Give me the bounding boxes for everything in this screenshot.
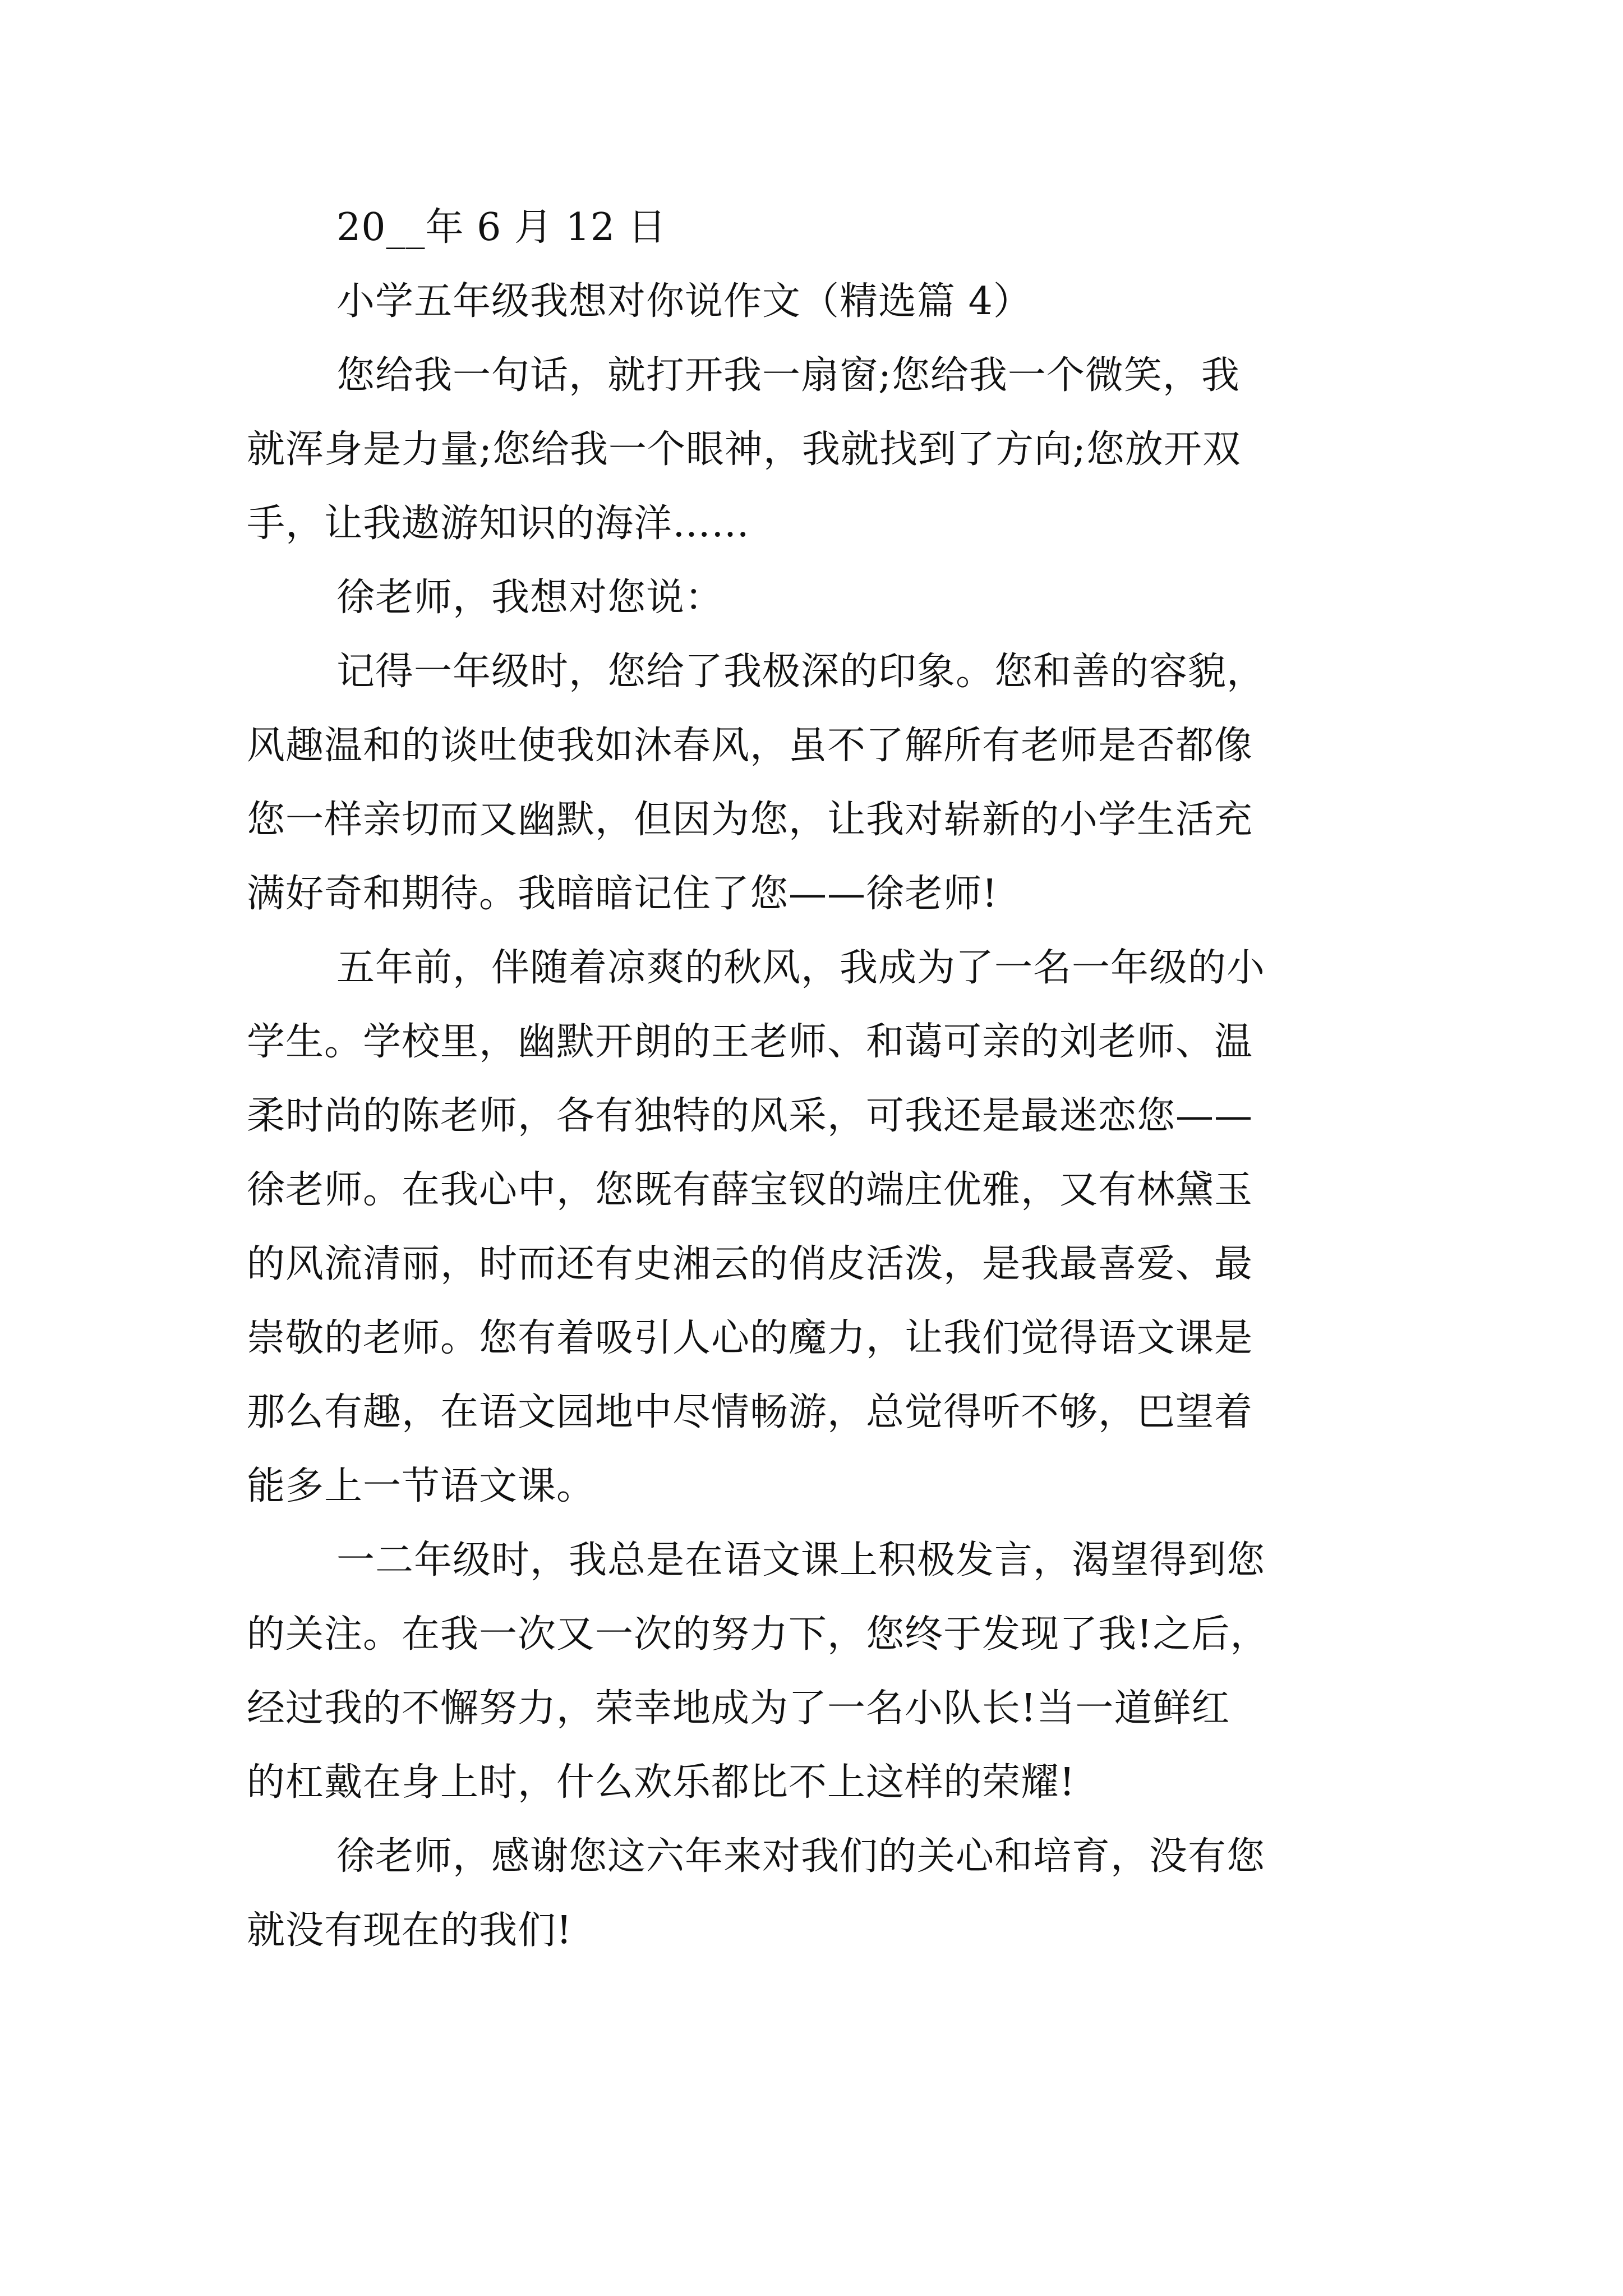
paragraph-line: 的风流清丽，时而还有史湘云的俏皮活泼，是我最喜爱、最 bbox=[247, 1242, 1253, 1286]
paragraph-line: 经过我的不懈努力，荣幸地成为了一名小队长!当一道鲜红 bbox=[247, 1686, 1230, 1731]
paragraph-line: 崇敬的老师。您有着吸引人心的魔力，让我们觉得语文课是 bbox=[247, 1316, 1253, 1360]
paragraph-line: 的杠戴在身上时，什么欢乐都比不上这样的荣耀! bbox=[247, 1760, 1076, 1805]
paragraph-line: 您给我一句话，就打开我一扇窗;您给我一个微笑，我 bbox=[336, 353, 1240, 398]
paragraph bbox=[247, 1524, 1380, 1820]
document-date: 20__年 6 月 12 日 bbox=[336, 205, 667, 250]
paragraph-line: 能多上一节语文课。 bbox=[247, 1464, 596, 1508]
paragraph-line: 一二年级时，我总是在语文课上积极发言，渴望得到您 bbox=[336, 1538, 1266, 1582]
paragraph-line: 风趣温和的谈吐使我如沐春风，虽不了解所有老师是否都像 bbox=[247, 724, 1253, 768]
paragraph-line: 柔时尚的陈老师，各有独特的风采，可我还是最迷恋您—— bbox=[247, 1094, 1253, 1138]
paragraph-line: 就浑身是力量;您给我一个眼神，我就找到了方向;您放开双 bbox=[247, 427, 1241, 472]
paragraph bbox=[247, 635, 1380, 931]
paragraph-line: 五年前，伴随着凉爽的秋风，我成为了一名一年级的小 bbox=[336, 946, 1266, 990]
paragraph-line: 的关注。在我一次又一次的努力下，您终于发现了我!之后， bbox=[247, 1612, 1269, 1657]
paragraph-line: 手，让我遨游知识的海洋…… bbox=[247, 501, 750, 546]
paragraph-line: 那么有趣，在语文园地中尽情畅游，总觉得听不够，巴望着 bbox=[247, 1390, 1253, 1434]
paragraph-line: 记得一年级时，您给了我极深的印象。您和善的容貌， bbox=[336, 650, 1266, 694]
paragraph-line: 徐老师。在我心中，您既有薛宝钗的端庄优雅，又有林黛玉 bbox=[247, 1168, 1253, 1212]
paragraph-line: 徐老师，感谢您这六年来对我们的关心和培育，没有您 bbox=[336, 1834, 1266, 1879]
paragraph bbox=[247, 339, 1380, 561]
paragraph-line: 徐老师，我想对您说： bbox=[336, 576, 724, 620]
paragraph bbox=[247, 931, 1380, 1524]
document-body bbox=[247, 191, 1380, 1968]
paragraph bbox=[247, 561, 1380, 635]
paragraph bbox=[247, 1820, 1380, 1968]
document-heading: 小学五年级我想对你说作文（精选篇 4） bbox=[336, 279, 1032, 324]
paragraph-line: 您一样亲切而又幽默，但因为您，让我对崭新的小学生活充 bbox=[247, 798, 1253, 842]
paragraph-line: 就没有现在的我们! bbox=[247, 1908, 573, 1953]
paragraph-line: 学生。学校里，幽默开朗的王老师、和蔼可亲的刘老师、温 bbox=[247, 1020, 1253, 1064]
paragraph-line: 满好奇和期待。我暗暗记住了您——徐老师! bbox=[247, 872, 998, 916]
